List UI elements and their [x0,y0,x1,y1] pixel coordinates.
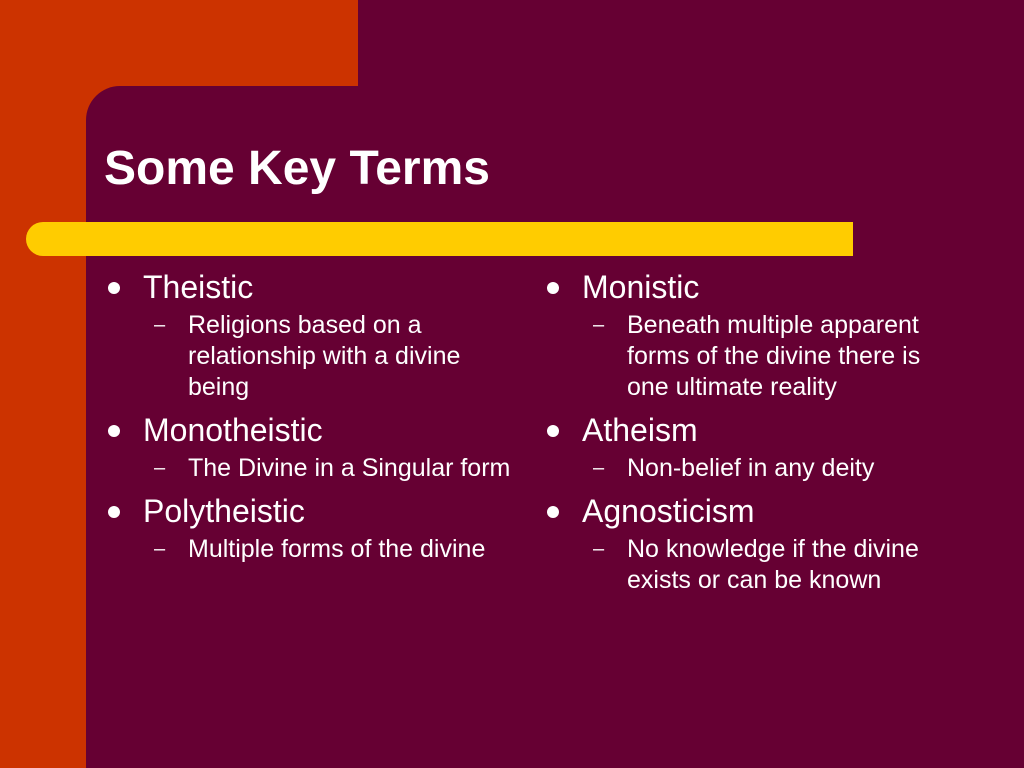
term-label: Agnosticism [582,493,755,529]
definition-polytheistic [104,534,514,565]
dash-icon: – [593,457,605,479]
definition-monistic [543,310,923,403]
definition-text: Non-belief in any deity [627,454,875,482]
term-label: Monotheistic [143,412,323,448]
term-label: Monistic [582,269,700,305]
term-polytheistic [104,492,514,530]
bullet-icon [547,506,559,518]
definition-text: Multiple forms of the divine [188,535,486,563]
dash-icon: – [154,457,166,479]
dash-icon: – [154,314,166,336]
definition-atheism [543,453,923,484]
bullet-icon [108,425,120,437]
term-label: Polytheistic [143,493,305,529]
term-agnosticism [543,492,923,530]
definition-text: No knowledge if the divine exists or can be known [627,535,919,594]
bullet-icon [108,282,120,294]
term-label: Atheism [582,412,698,448]
definition-agnosticism [543,534,923,596]
term-theistic [104,268,514,306]
dash-icon: – [593,314,605,336]
term-monistic [543,268,923,306]
term-label: Theistic [143,269,254,305]
left-term-column [104,268,514,565]
bullet-icon [547,425,559,437]
dash-icon: – [154,538,166,560]
definition-monotheistic [104,453,514,484]
slide-title: Some Key Terms [104,142,490,195]
definition-theistic [104,310,514,403]
definition-text: Beneath multiple apparent forms of the divine there is one ultimate reality [627,311,921,401]
right-term-column [543,268,923,596]
definition-text: The Divine in a Singular form [188,454,511,482]
definition-text: Religions based on a relationship with a divine being [188,311,461,401]
bullet-icon [547,282,559,294]
dash-icon: – [593,538,605,560]
title-underline-bar [26,222,853,256]
term-monotheistic [104,411,514,449]
term-atheism [543,411,923,449]
bullet-icon [108,506,120,518]
